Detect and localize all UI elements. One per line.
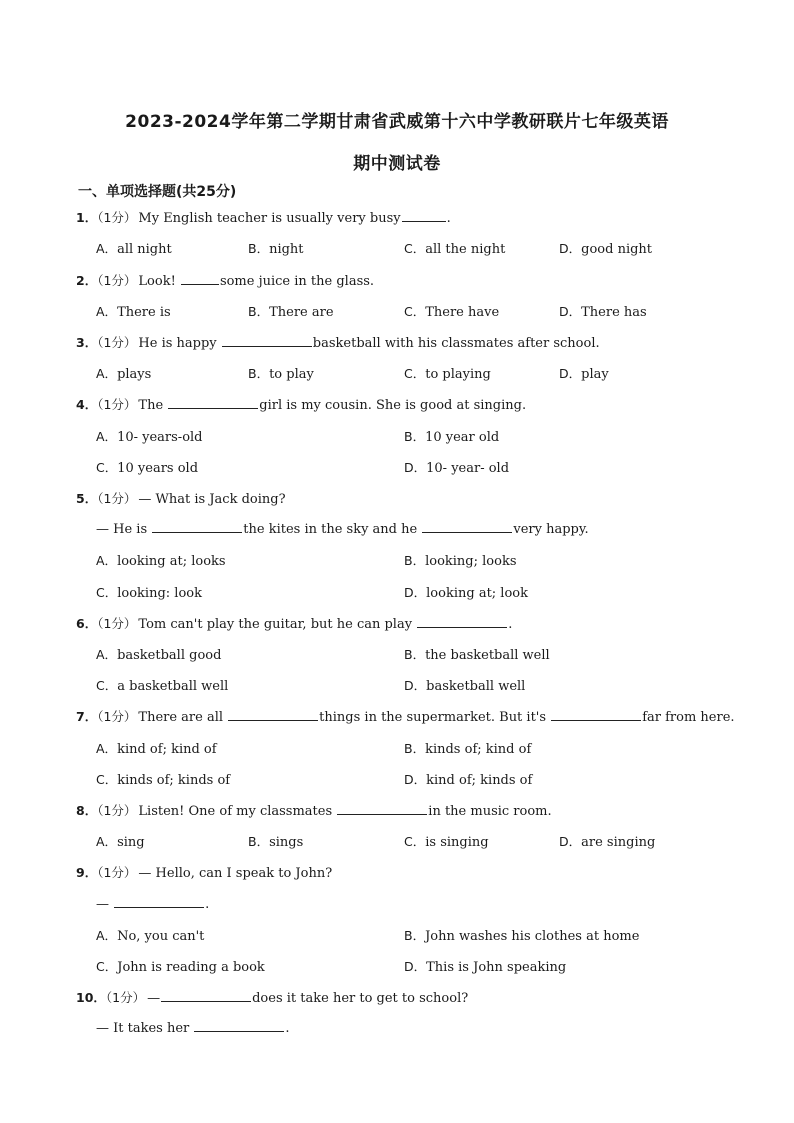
option-b[interactable]: B．looking; looks bbox=[404, 553, 517, 569]
option-d[interactable]: D．There has bbox=[559, 304, 647, 320]
answer-blank[interactable] bbox=[168, 396, 258, 409]
option-d[interactable]: D．are singing bbox=[559, 834, 656, 850]
option-b[interactable]: B．kinds of; kind of bbox=[404, 741, 532, 757]
question-9: 9．（1分） — Hello, can I speak to John? bbox=[76, 865, 333, 881]
option-c[interactable]: C．to playing bbox=[404, 366, 491, 382]
question-5-line2: — He is the kites in the sky and he very happy. bbox=[96, 522, 589, 537]
option-a[interactable]: A．sing bbox=[96, 834, 145, 850]
answer-blank[interactable] bbox=[402, 209, 446, 222]
answer-blank[interactable] bbox=[222, 334, 312, 347]
question-4: 4．（1分） The girl is my cousin. She is good at singing. bbox=[76, 397, 527, 413]
option-a[interactable]: A．looking at; looks bbox=[96, 553, 226, 569]
option-c[interactable]: C．all the night bbox=[404, 241, 506, 257]
question-9-line2: — . bbox=[96, 897, 210, 912]
exam-title-line1: 2023-2024学年第二学期甘肃省武威第十六中学教研联片七年级英语 bbox=[125, 112, 669, 132]
option-d[interactable]: D．basketball well bbox=[404, 678, 526, 694]
option-c[interactable]: C．John is reading a book bbox=[96, 959, 265, 975]
answer-blank[interactable] bbox=[551, 708, 641, 721]
question-3: 3．（1分） He is happy basketball with his classmates after school. bbox=[76, 335, 600, 351]
answer-blank[interactable] bbox=[161, 989, 251, 1002]
option-b[interactable]: B．10 year old bbox=[404, 429, 500, 445]
option-a[interactable]: A．plays bbox=[96, 366, 152, 382]
option-b[interactable]: B．the basketball well bbox=[404, 647, 550, 663]
answer-blank[interactable] bbox=[228, 708, 318, 721]
answer-blank[interactable] bbox=[152, 520, 242, 533]
section-heading: 一、单项选择题(共25分) bbox=[78, 184, 237, 200]
option-a[interactable]: A．There is bbox=[96, 304, 171, 320]
option-c[interactable]: C．looking: look bbox=[96, 585, 202, 601]
option-d[interactable]: D．play bbox=[559, 366, 609, 382]
option-c[interactable]: C．a basketball well bbox=[96, 678, 229, 694]
option-c[interactable]: C．There have bbox=[404, 304, 500, 320]
answer-blank[interactable] bbox=[417, 615, 507, 628]
question-6: 6．（1分） Tom can't play the guitar, but he can play . bbox=[76, 616, 513, 632]
answer-blank[interactable] bbox=[114, 895, 204, 908]
option-b[interactable]: B．night bbox=[248, 241, 304, 257]
question-7: 7．（1分） There are all things in the supermarket. But it's far from here. bbox=[76, 709, 735, 725]
answer-blank[interactable] bbox=[181, 272, 219, 285]
option-d[interactable]: D．This is John speaking bbox=[404, 959, 567, 975]
option-a[interactable]: A．No, you can't bbox=[96, 928, 205, 944]
question-5: 5．（1分） — What is Jack doing? bbox=[76, 491, 286, 507]
option-b[interactable]: B．There are bbox=[248, 304, 334, 320]
option-c[interactable]: C．10 years old bbox=[96, 460, 199, 476]
question-2: 2．（1分） Look! some juice in the glass. bbox=[76, 273, 375, 289]
option-a[interactable]: A．all night bbox=[96, 241, 172, 257]
option-b[interactable]: B．sings bbox=[248, 834, 304, 850]
option-d[interactable]: D．looking at; look bbox=[404, 585, 528, 601]
option-c[interactable]: C．kinds of; kinds of bbox=[96, 772, 231, 788]
question-10: 10．（1分） — does it take her to get to school? bbox=[76, 990, 469, 1006]
option-c[interactable]: C．is singing bbox=[404, 834, 489, 850]
option-d[interactable]: D．10- year- old bbox=[404, 460, 510, 476]
option-d[interactable]: D．good night bbox=[559, 241, 653, 257]
option-a[interactable]: A．10- years-old bbox=[96, 429, 203, 445]
option-b[interactable]: B．to play bbox=[248, 366, 314, 382]
answer-blank[interactable] bbox=[422, 520, 512, 533]
option-a[interactable]: A．kind of; kind of bbox=[96, 741, 217, 757]
exam-title-line2: 期中测试卷 bbox=[353, 154, 441, 174]
option-d[interactable]: D．kind of; kinds of bbox=[404, 772, 533, 788]
option-b[interactable]: B．John washes his clothes at home bbox=[404, 928, 640, 944]
question-1: 1．（1分） My English teacher is usually very busy . bbox=[76, 210, 451, 226]
question-8: 8．（1分） Listen! One of my classmates in the music room. bbox=[76, 803, 552, 819]
answer-blank[interactable] bbox=[337, 802, 427, 815]
option-a[interactable]: A．basketball good bbox=[96, 647, 222, 663]
question-10-line2: — It takes her . bbox=[96, 1021, 290, 1036]
answer-blank[interactable] bbox=[194, 1019, 284, 1032]
